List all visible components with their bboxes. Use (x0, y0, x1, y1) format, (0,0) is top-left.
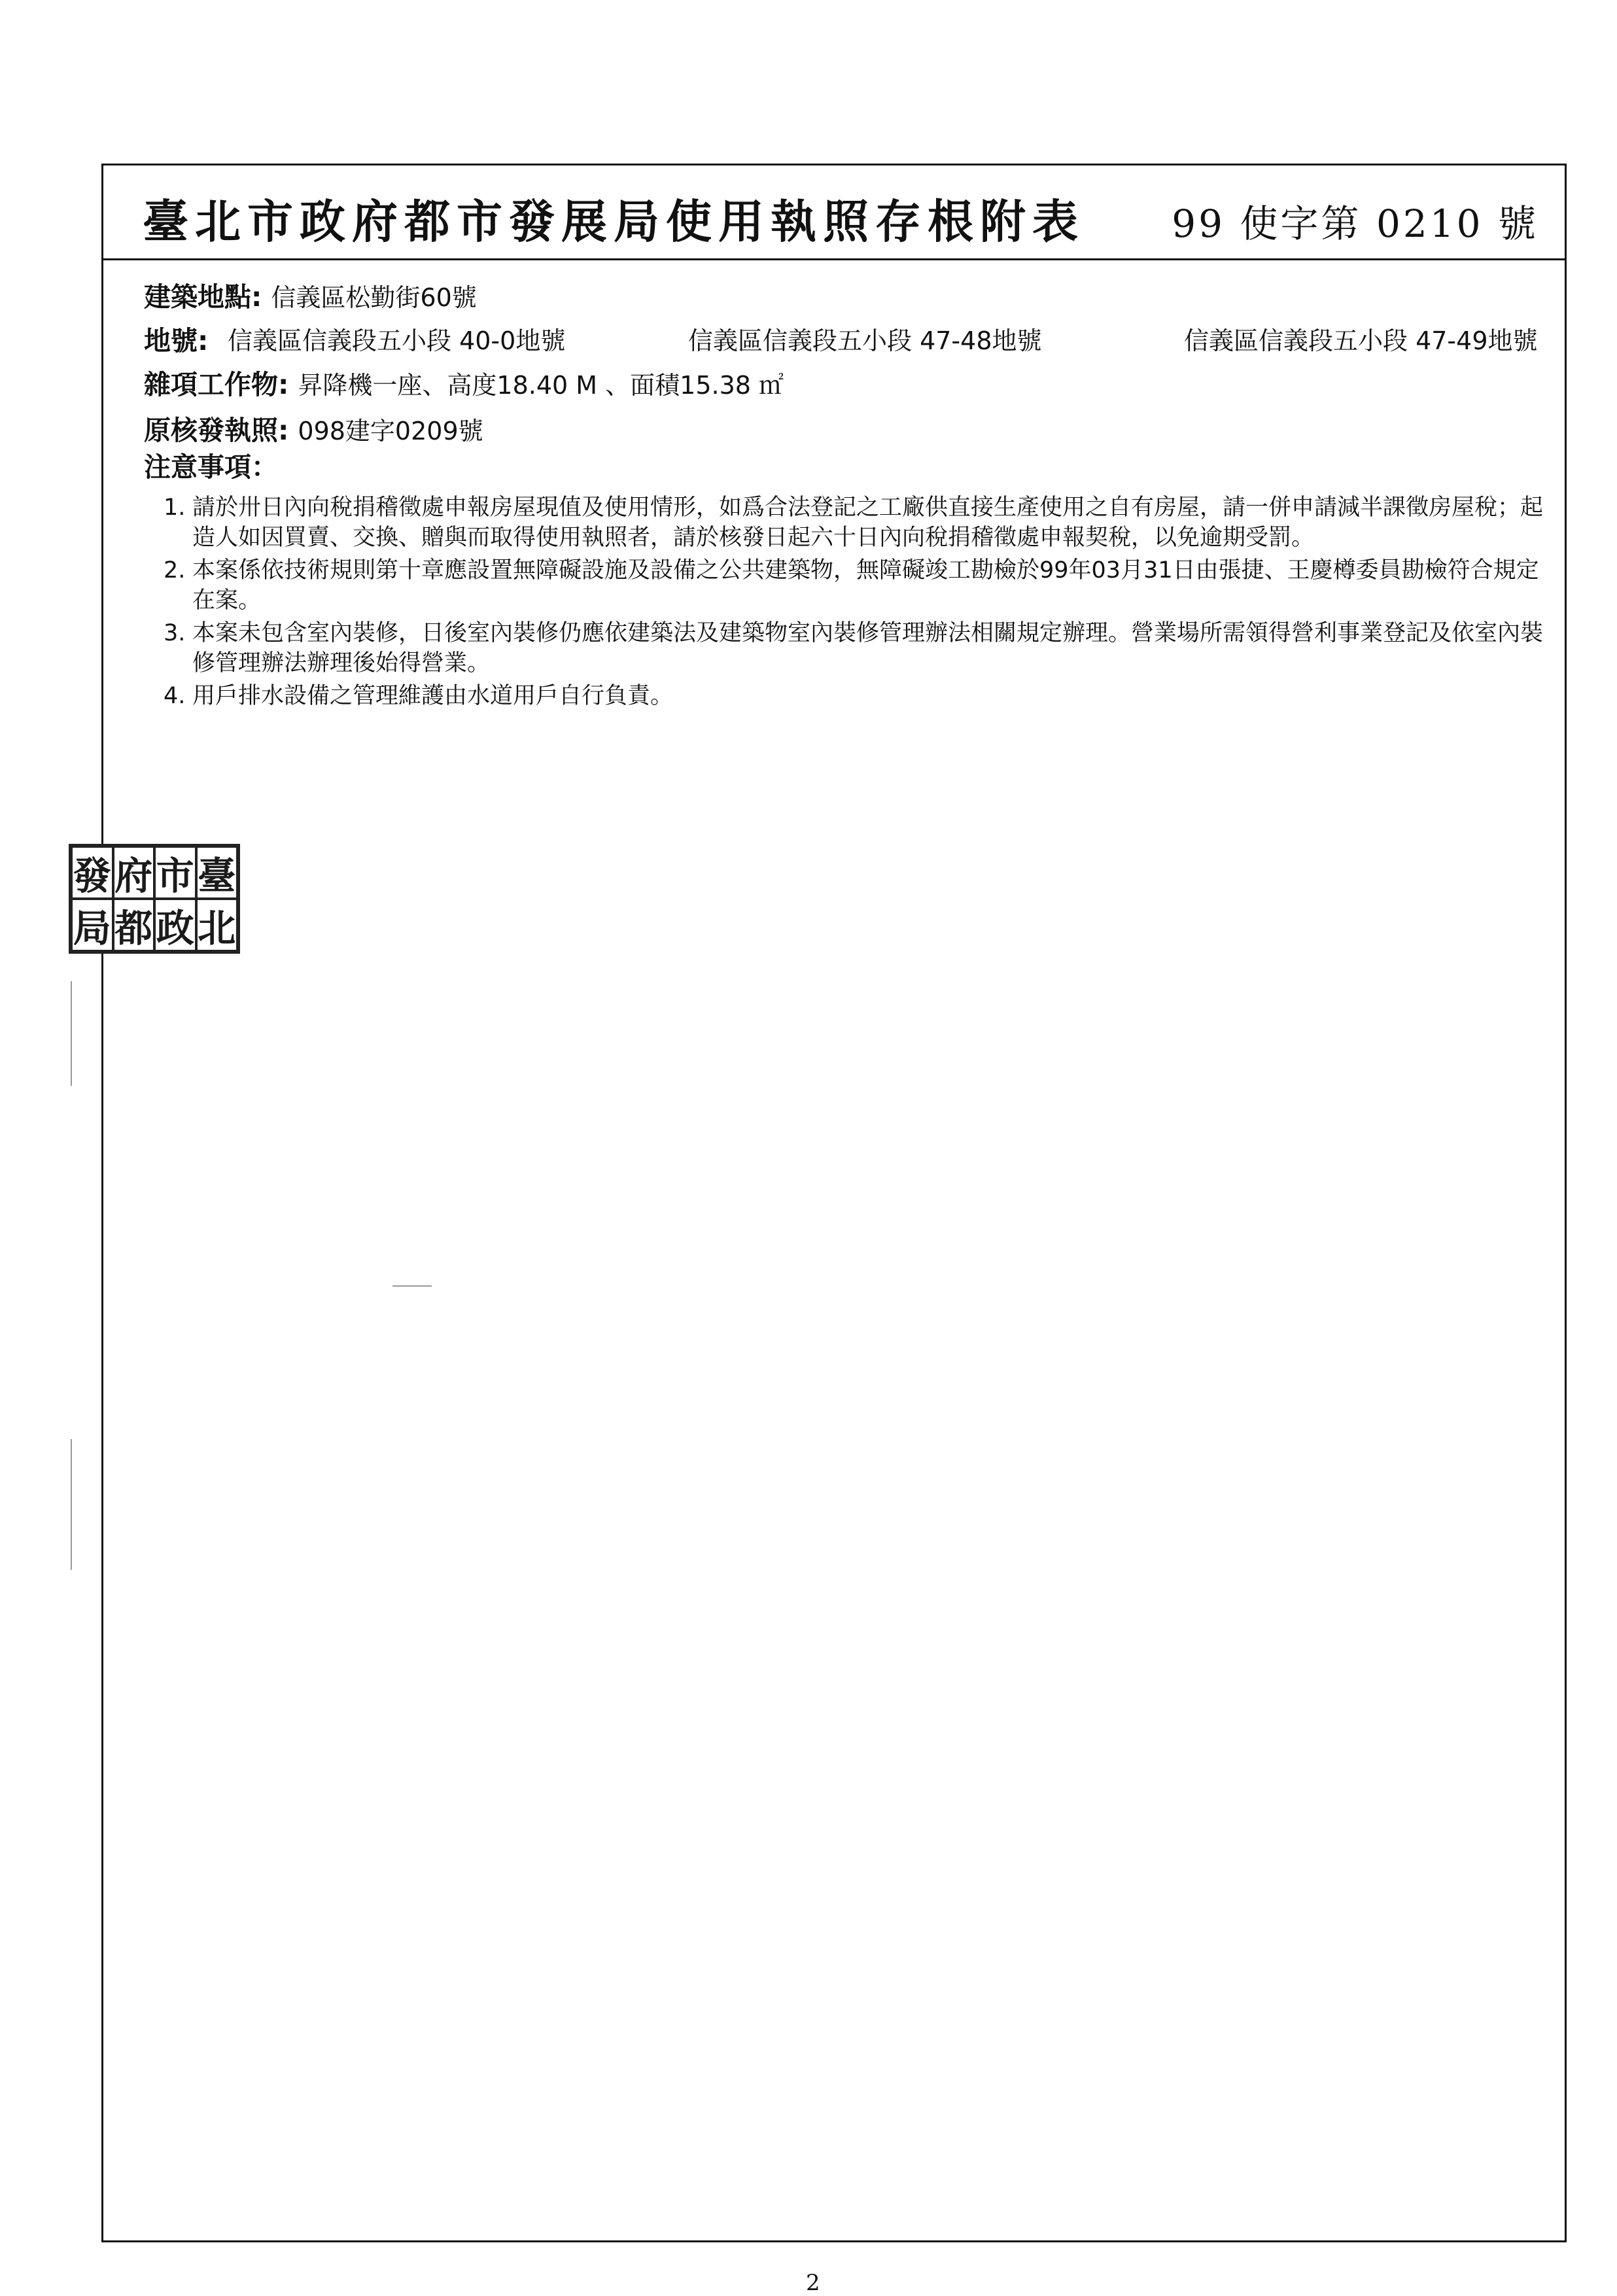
note-number: 2. (164, 557, 186, 583)
note-item (164, 618, 1544, 678)
notes-list (164, 493, 1544, 714)
note-item (164, 681, 1544, 711)
seal-character: 政 (154, 899, 196, 951)
site-label: 建築地點: (144, 281, 262, 313)
original-permit-row (144, 409, 483, 447)
note-text: 本案未包含室內裝修，日後室內裝修仍應依建築法及建築物室內裝修管理辦法相關規定辦理。營業場所需領得營利事業登記及依室內裝修管理辦法辦理後始得營業。 (192, 620, 1544, 676)
notes-heading-row (144, 445, 278, 484)
seal-character: 市 (154, 846, 196, 899)
misc-works-label: 雜項工作物: (144, 369, 289, 400)
title-bar (103, 165, 1565, 260)
seal-character: 臺 (196, 846, 238, 899)
seal-character: 府 (113, 846, 155, 899)
scan-artifact (71, 981, 72, 1086)
note-item (164, 555, 1544, 616)
notes-heading: 注意事項： (144, 451, 278, 483)
seal-character: 局 (71, 899, 113, 951)
lot-row (144, 319, 1550, 357)
note-number: 1. (164, 495, 186, 521)
seal-character: 發 (71, 846, 113, 899)
official-seal (69, 844, 240, 954)
original-permit-value: 098建字0209號 (298, 417, 483, 445)
misc-works-value: 昇降機一座、高度18.40 M 、面積15.38 ㎡ (298, 371, 784, 400)
note-number: 3. (164, 620, 186, 646)
note-text: 本案係依技術規則第十章應設置無障礙設施及設備之公共建築物，無障礙竣工勘檢於99年03月31日由張捷、王慶樽委員勘檢符合規定在案。 (192, 557, 1539, 614)
site-row (144, 275, 477, 314)
original-permit-label: 原核發執照: (144, 415, 289, 446)
note-text: 請於卅日內向稅捐稽徵處申報房屋現值及使用情形，如爲合法登記之工廠供直接生產使用之自有房屋，請一併申請減半課徵房屋稅；起造人如因買賣、交換、贈與而取得使用執照者，請於核發日起六十日內向稅捐稽徵處申報契稅，以免逾期受罰。 (192, 495, 1544, 551)
lot-value-3: 信義區信義段五小段 47-49地號 (1184, 326, 1538, 355)
lot-value-2: 信義區信義段五小段 47-48地號 (688, 326, 1042, 355)
seal-character: 北 (196, 899, 238, 951)
scan-artifact (392, 1285, 432, 1287)
document-title: 臺北市政府都市發展局使用執照存根附表 (143, 194, 1085, 249)
misc-works-row (144, 363, 784, 402)
note-item (164, 493, 1544, 553)
site-value: 信義區松勤街60號 (271, 283, 477, 312)
seal-character: 都 (113, 899, 155, 951)
note-number: 4. (164, 683, 186, 709)
permit-number: 99 使字第 0210 號 (1172, 201, 1539, 246)
note-text: 用戶排水設備之管理維護由水道用戶自行負責。 (192, 683, 674, 709)
lot-label: 地號: (144, 325, 209, 357)
lot-value-1: 信義區信義段五小段 40-0地號 (228, 326, 566, 355)
document-frame (101, 164, 1567, 2242)
page-number: 2 (806, 2270, 820, 2296)
scan-artifact (71, 1439, 72, 1570)
